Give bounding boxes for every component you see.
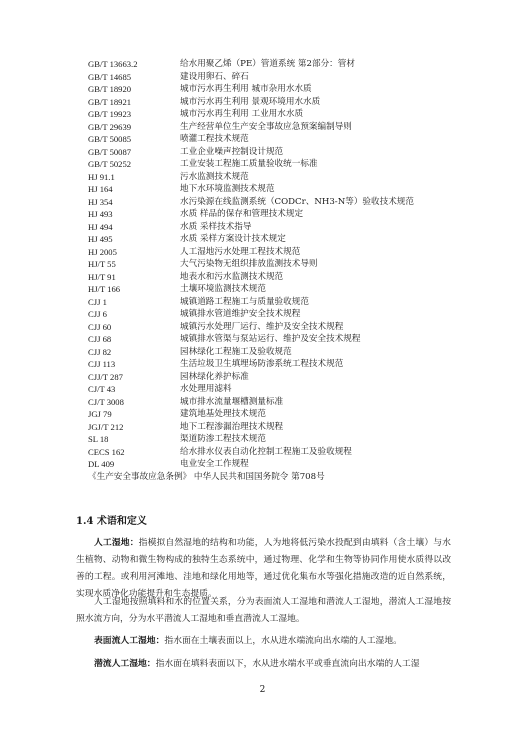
standard-title: 水质 采样方案设计技术规定 [180, 234, 286, 244]
standard-row [88, 321, 488, 334]
standard-title: 人工湿地污水处理工程技术规范 [180, 246, 301, 257]
standard-code: HJ 493 [88, 209, 113, 219]
standard-title: 喷灌工程技术规范 [180, 134, 249, 144]
standard-code: CJJ 82 [88, 346, 112, 357]
paragraph-subsurface-flow [76, 656, 451, 673]
standard-title: 给水用聚乙烯（PE）管道系统 第2部分：管材 [180, 59, 355, 69]
standard-code: CJ/T 43 [88, 384, 116, 394]
standard-title: 园林绿化工程施工及验收规范 [180, 346, 292, 357]
standard-code: GB/T 50085 [88, 134, 132, 144]
standard-row [88, 333, 488, 346]
standard-title: 水污染源在线监测系统（CODCr、NH3-N等）验收技术规范 [180, 196, 414, 207]
term-label: 表面流人工湿地： [94, 636, 165, 646]
standard-code: CJJ 113 [88, 359, 116, 369]
standard-row [88, 371, 488, 384]
standard-title: 城市污水再生利用 城市杂用水水质 [180, 84, 312, 94]
standard-code: GB/T 19923 [88, 109, 132, 119]
standard-row [88, 346, 488, 359]
term-text: 指模拟自然湿地的结构和功能，人为地将低污染水投配到由填料（含土壤）与水生植物、动物和微生物构成的独特生态系统中，通过物理、化学和生物等协同作用使水质得以改善的工程。或利用河滩地、洼地和绿化用地等，通过优化集布水等强化措施改造的近自然系统，实现水质净化功能提升和生态提质。 [76, 538, 451, 599]
standard-row [88, 233, 488, 246]
standard-title: 城镇污水处理厂运行、维护及安全技术规程 [180, 321, 344, 332]
standard-row [88, 283, 488, 296]
standard-code: CJJ 60 [88, 321, 112, 332]
standard-row [88, 108, 488, 121]
standard-code: GB/T 50087 [88, 146, 132, 157]
standard-title: 水处理用滤料 [180, 384, 232, 394]
standard-title: 工业企业噪声控制设计规范 [180, 146, 284, 157]
standard-title: 地下工程渗漏治理技术规程 [180, 421, 284, 432]
standard-code: GB/T 14685 [88, 71, 132, 82]
page-number: 2 [259, 685, 266, 695]
standard-title: 大气污染物无组织排放监测技术导则 [180, 259, 318, 269]
term-text: 指水面在土壤表面以上，水从进水端流向出水端的人工湿地。 [164, 636, 402, 646]
paragraph-surface-flow [76, 633, 451, 650]
standard-title: 生活垃圾卫生填埋场防渗系统工程技术规范 [180, 359, 344, 369]
standard-title: 城市污水再生利用 工业用水水质 [180, 109, 304, 119]
decree-reference: 《生产安全事故应急条例》 中华人民共和国国务院令 第708号 [88, 471, 325, 482]
standard-row [88, 146, 488, 159]
standard-title: 城市排水流量堰槽测量标准 [180, 396, 284, 407]
standard-row [88, 221, 488, 234]
standard-title: 工业安装工程施工质量验收统一标准 [180, 159, 318, 169]
standard-row [88, 246, 488, 259]
standard-code: SL 18 [88, 434, 109, 444]
standard-code: CJJ 1 [88, 296, 107, 307]
standard-title: 给水排水仪表自动化控制工程施工及验收规程 [180, 446, 352, 457]
standard-row [88, 308, 488, 321]
standard-code: HJ 2005 [88, 246, 117, 257]
standard-code: GB/T 29639 [88, 121, 132, 132]
standard-code: JGJ/T 212 [88, 421, 124, 432]
normative-references-list [88, 58, 488, 483]
standard-code: DL 409 [88, 459, 115, 469]
standard-row [88, 458, 488, 471]
standard-code: HJ 91.1 [88, 171, 115, 182]
standard-code: CJ/T 3008 [88, 396, 124, 407]
standard-row [88, 408, 488, 421]
standard-title: 污水监测技术规范 [180, 171, 249, 182]
standard-title: 建设用卵石、碎石 [180, 71, 249, 82]
standard-code: HJ/T 55 [88, 259, 116, 269]
standard-title: 生产经营单位生产安全事故应急预案编制导则 [180, 121, 352, 132]
standard-row [88, 133, 488, 146]
standard-code: JGJ 79 [88, 409, 112, 419]
standard-code: HJ 494 [88, 221, 113, 232]
standard-row [88, 421, 488, 434]
paragraph-wetland-definition [76, 535, 451, 603]
standard-code: CJJ 6 [88, 309, 107, 319]
standard-row [88, 396, 488, 409]
standard-row [88, 296, 488, 309]
standard-code: HJ 354 [88, 196, 113, 207]
standard-title: 园林绿化养护标准 [180, 371, 249, 382]
standard-title: 建筑地基处理技术规范 [180, 409, 266, 419]
standard-row [88, 358, 488, 371]
standard-title: 土壤环境监测技术规范 [180, 284, 266, 294]
standard-row [88, 446, 488, 459]
standard-row [88, 71, 488, 84]
standard-row [88, 121, 488, 134]
paragraph-text: 人工湿地按照填料和水的位置关系，分为表面流人工湿地和潜流人工湿地，潜流人工湿地按照水流方向，分为水平潜流人工湿地和垂直潜流人工湿地。 [76, 597, 451, 624]
term-text: 指水面在填料表面以下，水从进水端水平或垂直流向出水端的人工湿 [155, 659, 420, 669]
standard-row [88, 271, 488, 284]
standard-title: 电业安全工作规程 [180, 459, 249, 469]
term-label: 人工湿地： [94, 538, 139, 548]
standard-code: HJ/T 166 [88, 284, 121, 294]
standard-title: 城镇排水管道维护安全技术规程 [180, 309, 301, 319]
standard-row [88, 183, 488, 196]
standard-code: CECS 162 [88, 446, 125, 457]
standard-code: HJ/T 91 [88, 271, 116, 282]
standard-title: 渠道防渗工程技术规范 [180, 434, 266, 444]
standard-code: CJJ 68 [88, 334, 112, 344]
standard-row [88, 196, 488, 209]
section-heading: 1.4 术语和定义 [76, 516, 147, 527]
standard-row [88, 258, 488, 271]
standard-title: 城镇道路工程施工与质量验收规范 [180, 296, 309, 307]
standard-title: 城镇排水管渠与泵站运行、维护及安全技术规程 [180, 334, 361, 344]
standard-code: GB/T 13663.2 [88, 59, 138, 69]
standard-code: GB/T 18920 [88, 84, 132, 94]
standard-row [88, 433, 488, 446]
standard-row [88, 208, 488, 221]
standard-row [88, 96, 488, 109]
standard-title: 水质 采样技术指导 [180, 221, 252, 232]
standard-row [88, 83, 488, 96]
standard-row [88, 171, 488, 184]
standard-row [88, 158, 488, 171]
standard-code: GB/T 50252 [88, 159, 132, 169]
standard-title: 地下水环境监测技术规范 [180, 184, 275, 194]
standard-title: 地表水和污水监测技术规范 [180, 271, 284, 282]
standard-row [88, 383, 488, 396]
standard-code: CJJ/T 287 [88, 371, 123, 382]
standard-row [88, 58, 488, 71]
standard-title: 水质 样品的保存和管理技术规定 [180, 209, 304, 219]
standard-code: HJ 495 [88, 234, 113, 244]
term-label: 潜流人工湿地： [94, 659, 156, 669]
standard-title: 城市污水再生利用 景观环境用水水质 [180, 96, 321, 107]
standard-code: HJ 164 [88, 184, 113, 194]
standard-code: GB/T 18921 [88, 96, 132, 107]
paragraph-wetland-classification [76, 594, 451, 628]
